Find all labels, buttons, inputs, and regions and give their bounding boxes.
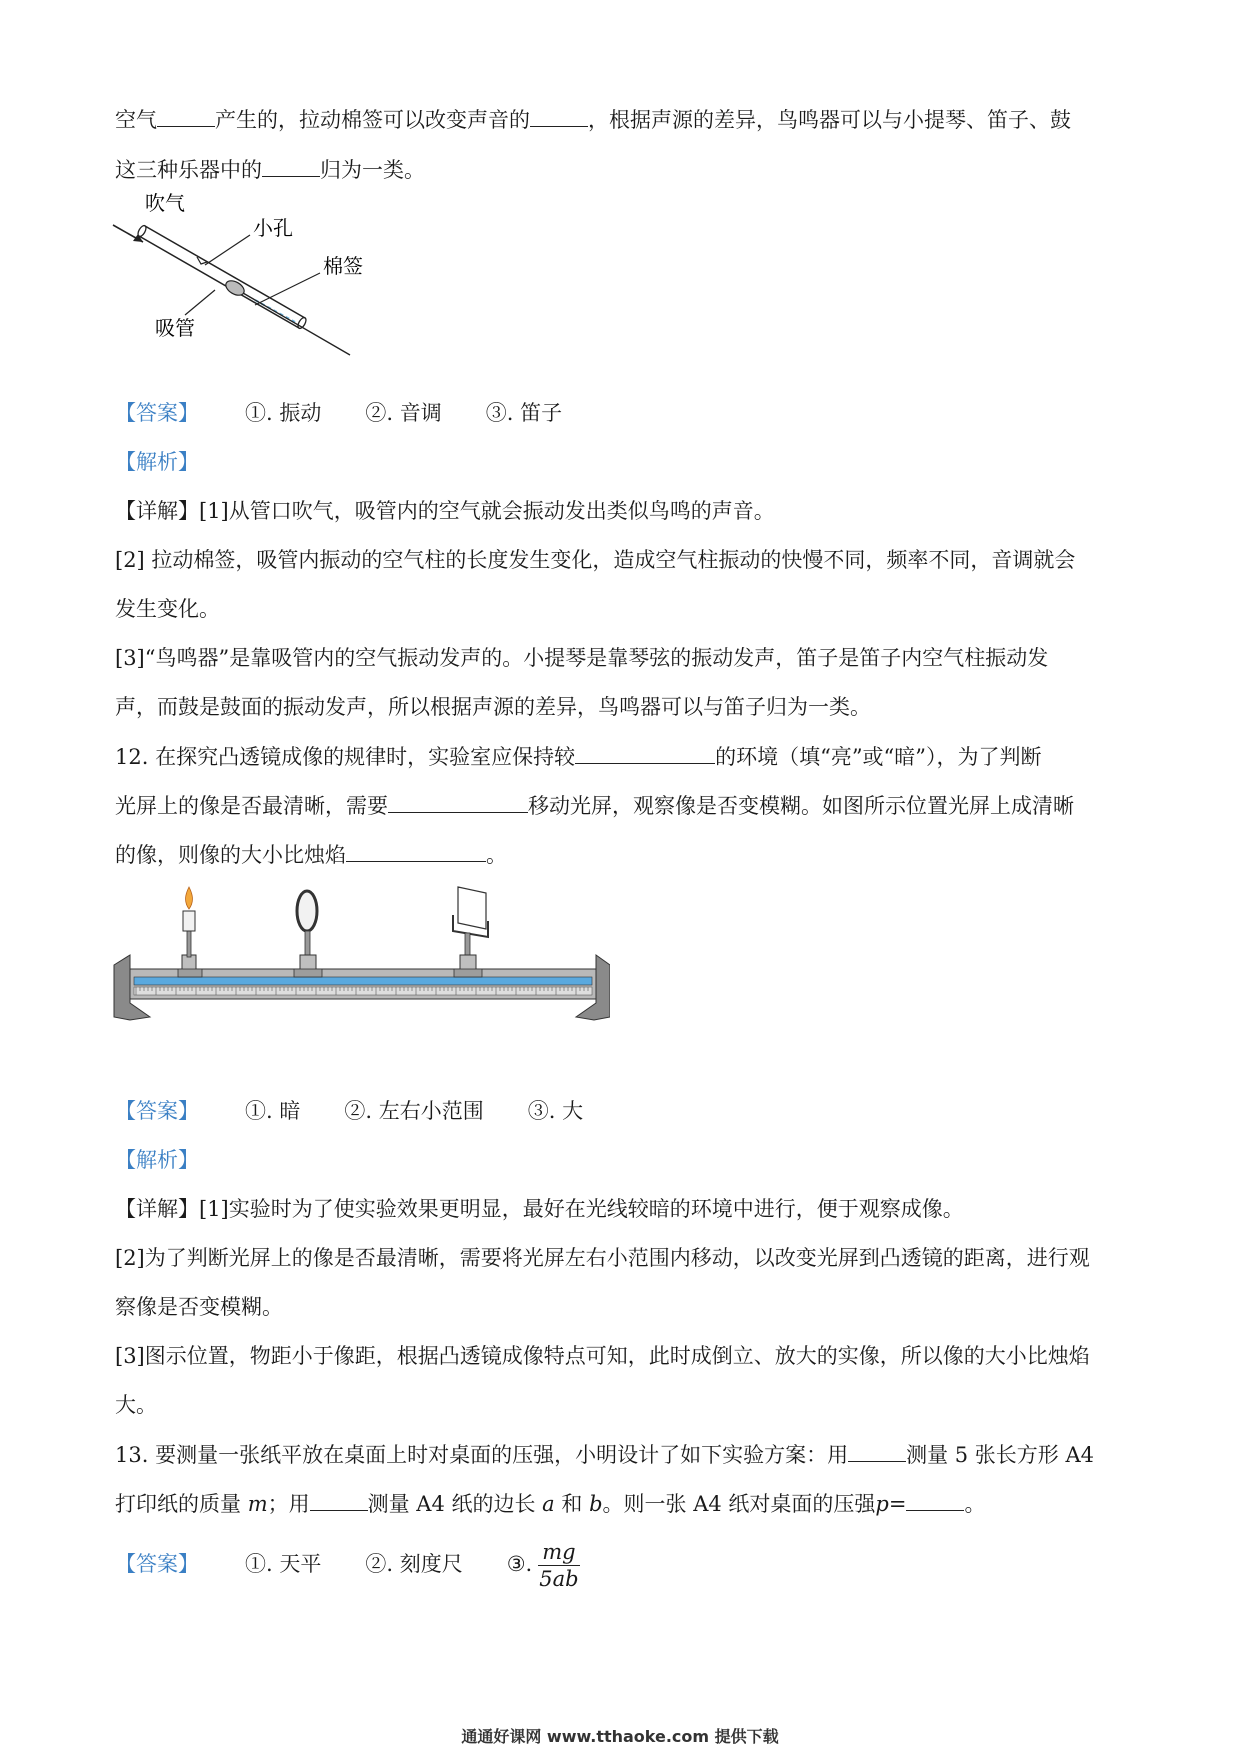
page-footer: 通通好课网 www.tthaoke.com 提供下载	[461, 1727, 779, 1746]
optical-bench-figure	[110, 885, 610, 1035]
blank[interactable]	[906, 1488, 964, 1511]
straw	[136, 224, 307, 329]
convex-lens	[294, 891, 322, 977]
blank[interactable]	[157, 104, 215, 127]
q12-detail-3b: 大。	[115, 1393, 157, 1417]
bird-whistle-figure	[105, 190, 405, 380]
q11-line-2: 这三种乐器中的 归为一类。	[115, 154, 425, 185]
q12-line-3: 的像，则像的大小比烛焰 。	[115, 839, 507, 870]
candle	[178, 887, 202, 977]
pressure-fraction: $\frac{mg}{5ab}$	[539, 1540, 579, 1591]
q13-line-2: 打印纸的质量 m；用 测量 A4 纸的边长 a 和 b。则一张 A4 纸对桌面的压强p= 。	[115, 1488, 985, 1519]
q13-answer: 【答案】 ①. 天平 ②. 刻度尺 ③. $\frac{mg}{5ab}$	[115, 1540, 579, 1591]
label-swab: 棉签	[323, 254, 363, 278]
blank[interactable]	[530, 104, 588, 127]
blank[interactable]	[262, 154, 320, 177]
q11-detail-2a: [2] 拉动棉签，吸管内振动的空气柱的长度发生变化，造成空气柱振动的快慢不同，频率不同，音调就会	[115, 548, 1076, 572]
blank[interactable]	[848, 1439, 906, 1462]
q11-detail-2b: 发生变化。	[115, 597, 220, 621]
blank[interactable]	[388, 790, 528, 813]
q11-detail-1: 【详解】[1]从管口吹气，吸管内的空气就会振动发出类似鸟鸣的声音。	[115, 499, 775, 523]
blank[interactable]	[346, 839, 486, 862]
label-straw: 吸管	[155, 316, 195, 340]
q13-line-1: 13. 要测量一张纸平放在桌面上时对桌面的压强，小明设计了如下实验方案：用 测量 5 张长方形 A4	[115, 1439, 1094, 1470]
q11-detail-3a: [3]“鸟鸣器”是靠吸管内的空气振动发声的。小提琴是靠琴弦的振动发声，笛子是笛子内空气柱振动发	[115, 646, 1049, 670]
q12-line-1: 12. 在探究凸透镜成像的规律时，实验室应保持较 的环境（填“亮”或“暗”），为了判断	[115, 741, 1042, 772]
q12-analysis-tag: 【解析】	[115, 1148, 199, 1172]
hole-pointer	[205, 235, 250, 265]
q12-detail-3a: [3]图示位置，物距小于像距，根据凸透镜成像特点可知，此时成倒立、放大的实像，所以像的大小比烛焰	[115, 1344, 1090, 1368]
q12-answer: 【答案】 ①. 暗 ②. 左右小范围 ③. 大	[115, 1099, 584, 1123]
blank[interactable]	[575, 741, 715, 764]
light-screen	[453, 887, 488, 977]
q11-detail-3b: 声，而鼓是鼓面的振动发声，所以根据声源的差异，鸟鸣器可以与笛子归为一类。	[115, 695, 871, 719]
q11-line-1: 空气 产生的，拉动棉签可以改变声音的 ，根据声源的差异，鸟鸣器可以与小提琴、笛子、鼓	[115, 104, 1071, 135]
q11-answer: 【答案】 ①. 振动 ②. 音调 ③. 笛子	[115, 401, 563, 425]
label-hole: 小孔	[253, 216, 293, 240]
q12-detail-1: 【详解】[1]实验时为了使实验效果更明显，最好在光线较暗的环境中进行，便于观察成像。	[115, 1197, 964, 1221]
label-blow: 吹气	[145, 191, 185, 215]
swab-pointer	[255, 273, 320, 305]
blank[interactable]	[310, 1488, 368, 1511]
straw-pointer	[185, 290, 215, 315]
q12-detail-2a: [2]为了判断光屏上的像是否最清晰，需要将光屏左右小范围内移动，以改变光屏到凸透镜的距离，进行观	[115, 1246, 1090, 1270]
q11-analysis-tag: 【解析】	[115, 450, 199, 474]
q12-detail-2b: 察像是否变模糊。	[115, 1295, 283, 1319]
q12-line-2: 光屏上的像是否最清晰，需要 移动光屏，观察像是否变模糊。如图所示位置光屏上成清晰	[115, 790, 1074, 821]
swab-stick	[243, 293, 350, 355]
